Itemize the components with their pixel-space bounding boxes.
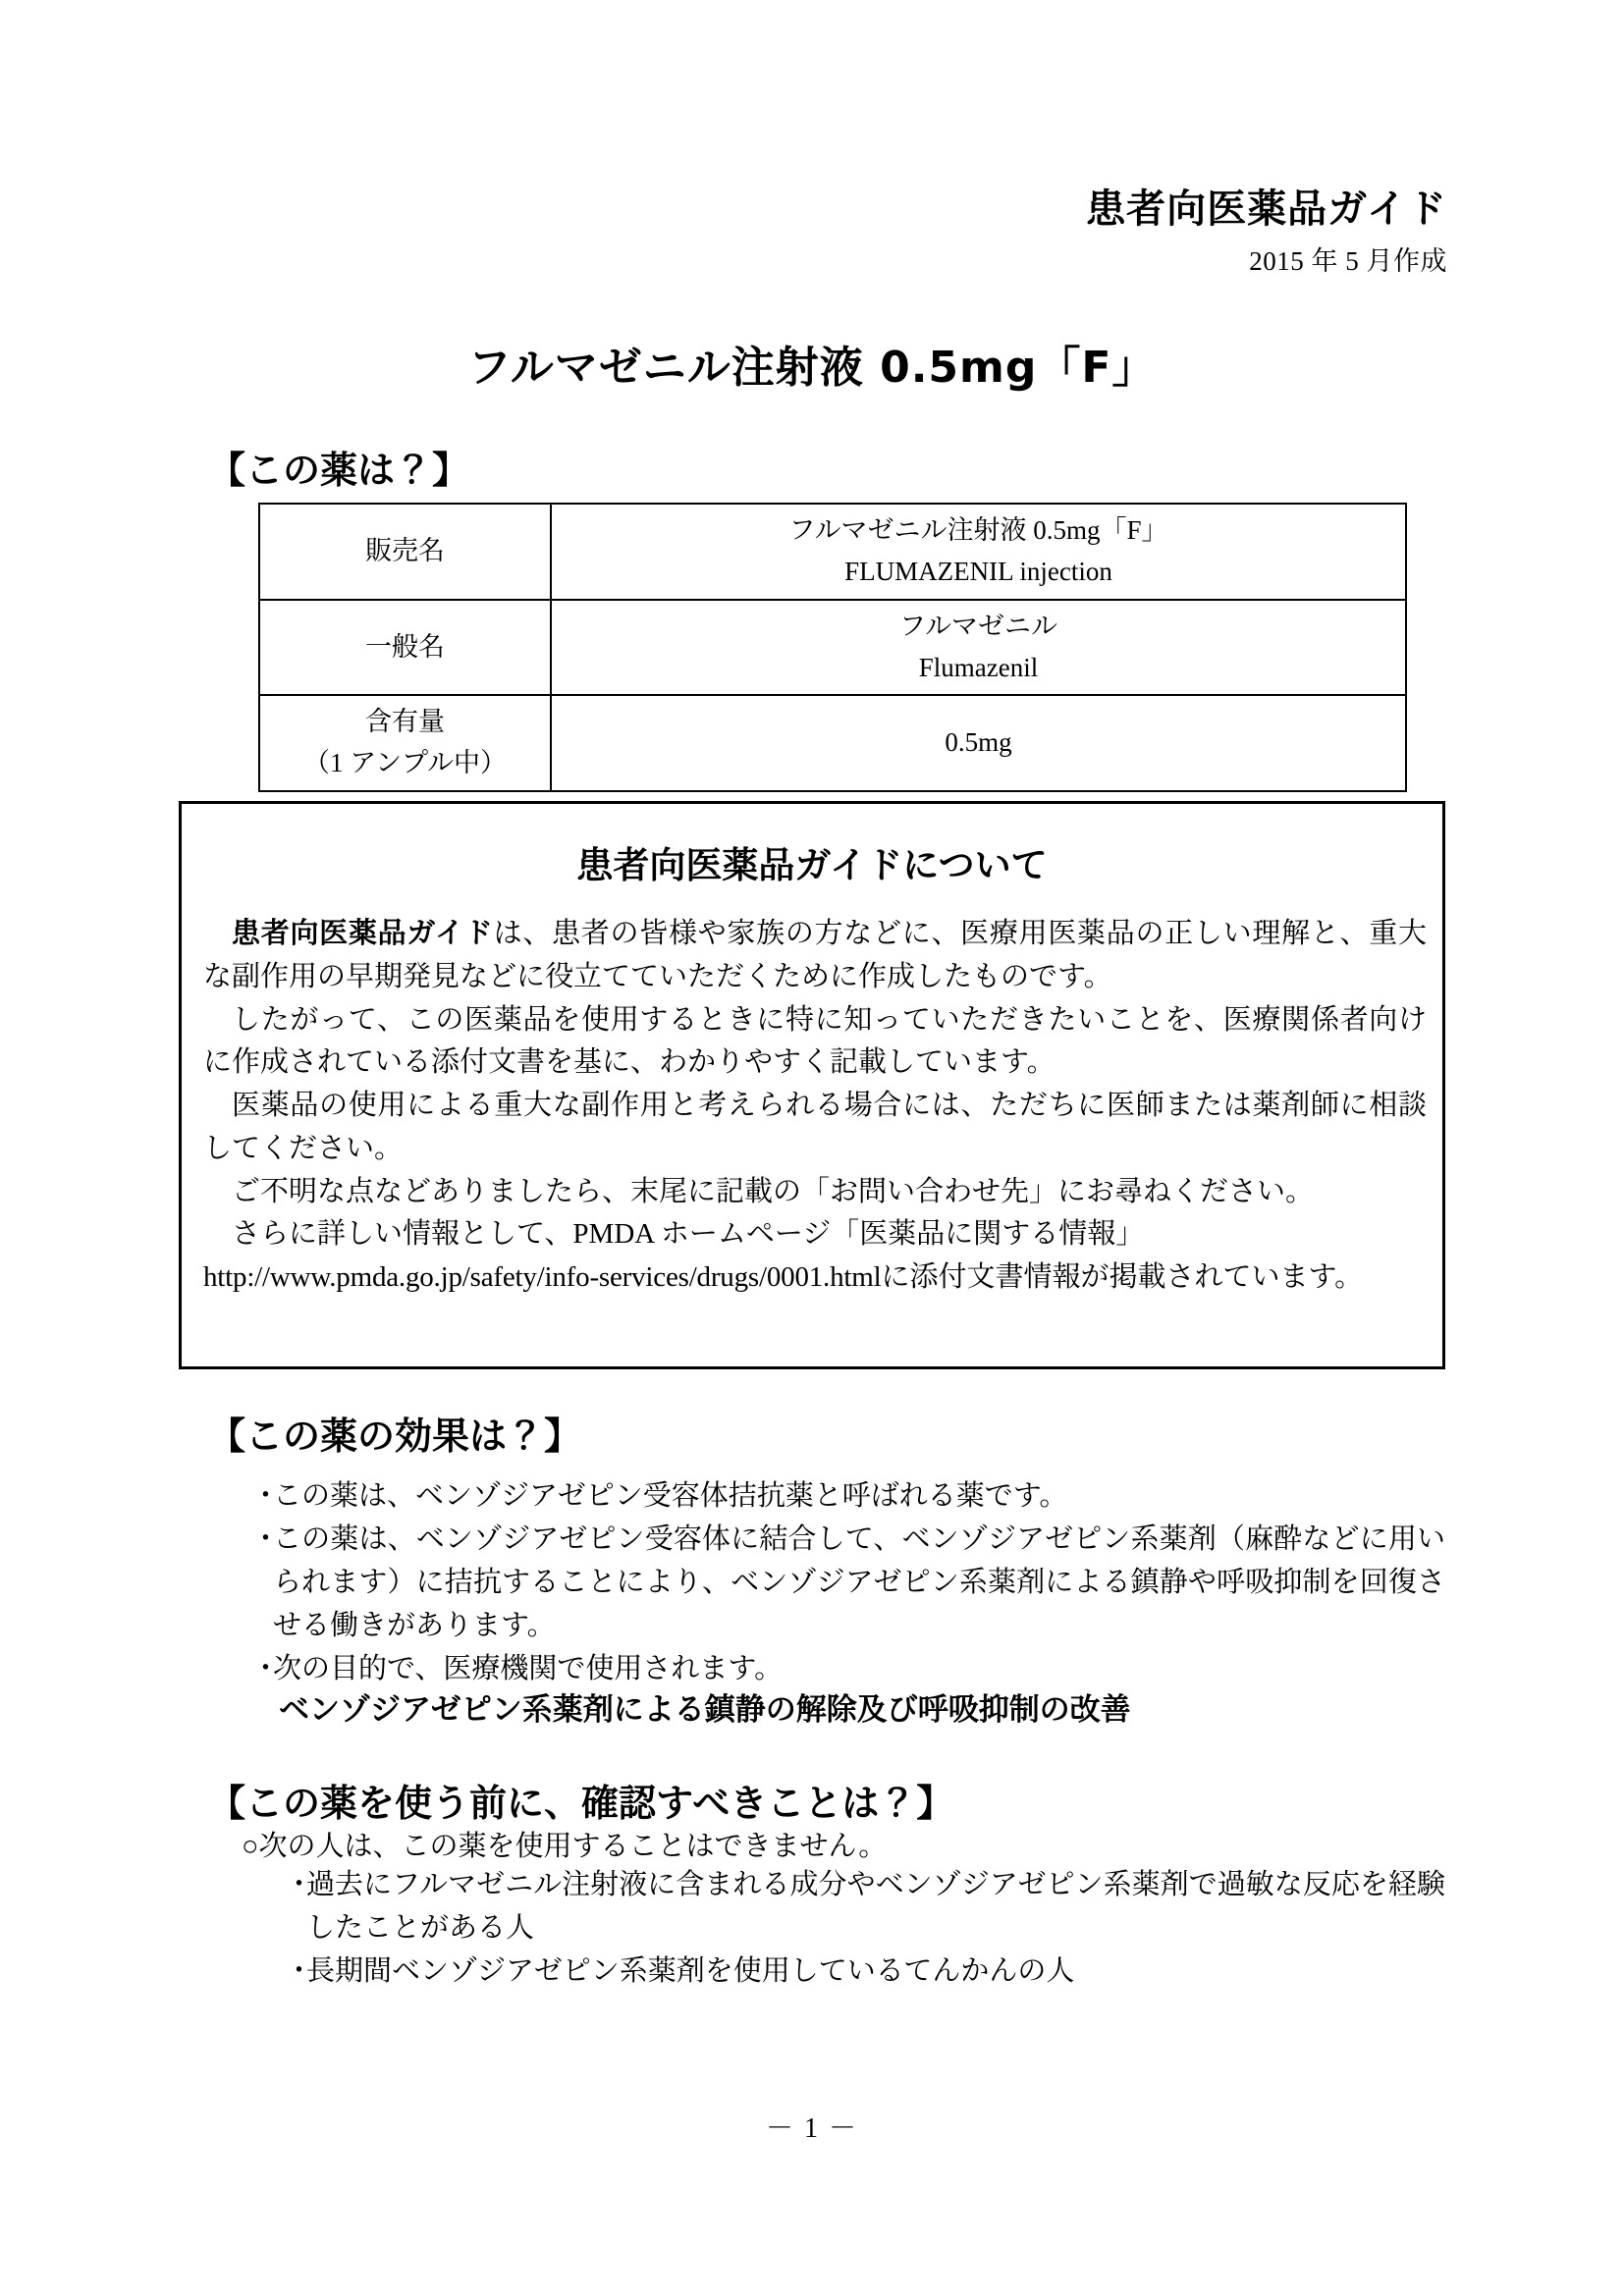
info-box-body xyxy=(203,912,1427,1300)
guide-label: 患者向医薬品ガイド xyxy=(1086,187,1447,232)
info-paragraph xyxy=(203,912,1427,999)
info-paragraph-url xyxy=(203,1256,1427,1300)
indication-statement: ベンゾジアゼピン系薬剤による鎮静の解除及び呼吸抑制の改善 xyxy=(279,1692,1131,1728)
product-info-table xyxy=(258,503,1407,792)
section-heading-about: 【この薬は？】 xyxy=(208,449,470,492)
info-box-title: 患者向医薬品ガイドについて xyxy=(576,844,1048,886)
table-cell-label: 一般名 xyxy=(259,600,551,696)
info-paragraph-text: に添付文書情報が掲載されています。 xyxy=(881,1261,1364,1294)
table-cell-label: 販売名 xyxy=(259,504,551,600)
label-line: 含有量 xyxy=(365,707,445,737)
bullet-point-icon: ・ xyxy=(285,1869,314,1900)
list-item-text: この薬は、ベンゾジアゼピン受容体拮抗薬と呼ばれる薬です。 xyxy=(273,1480,1068,1512)
list-item xyxy=(285,1949,1445,1993)
pmda-url: http://www.pmda.go.jp/safety/info-services/drugs/0001.html xyxy=(203,1261,882,1294)
list-item xyxy=(251,1518,1445,1647)
table-cell-value xyxy=(551,504,1406,600)
info-bold-term: 患者向医薬品ガイド xyxy=(232,916,494,949)
list-item-text: 長期間ベンゾジアゼピン系薬剤を使用しているてんかんの人 xyxy=(306,1955,1075,1988)
info-paragraph-text: は、患者の皆様や家族の方などに、医療用医薬品の正しい理解と、重大な副作用の早期発見などに役立てていただくために作成したものです。 xyxy=(203,918,1427,992)
list-item xyxy=(251,1474,1445,1518)
section-heading-before: 【この薬を使う前に、確認すべきことは？】 xyxy=(208,1782,954,1825)
info-paragraph: したがって、この医薬品を使用するときに特に知っていただきたいことを、医療関係者向けに作成されている添付文書を基に、わかりやすく記載しています。 xyxy=(203,1003,1427,1079)
creation-date: 2015 年 5 月作成 xyxy=(1249,246,1447,276)
page-number-footer: － 1 － xyxy=(765,2113,858,2144)
list-item xyxy=(285,1863,1445,1949)
table-cell-label xyxy=(259,695,551,791)
table-row xyxy=(259,600,1406,696)
table-row xyxy=(259,504,1406,600)
document-header xyxy=(177,187,1447,278)
effect-bullet-list xyxy=(251,1474,1445,1690)
value-line: FLUMAZENIL injection xyxy=(844,556,1112,586)
table-row xyxy=(259,695,1406,791)
list-item-text: この薬は、ベンゾジアゼピン受容体に結合して、ベンゾジアゼピン系薬剤（麻酔などに用いられます）に拮抗することにより、ベンゾジアゼピン系薬剤による鎮静や呼吸抑制を回復させる働きがあります。 xyxy=(273,1523,1445,1642)
value-line: フルマゼニル xyxy=(899,611,1057,641)
list-item-text: 次の目的で、医療機関で使用されます。 xyxy=(273,1653,784,1685)
label-line: （1 アンプル中） xyxy=(302,748,508,778)
bullet-point-icon: ・ xyxy=(251,1523,281,1556)
info-paragraph: さらに詳しい情報として、PMDA ホームページ「医薬品に関する情報」 xyxy=(232,1218,1145,1251)
contraindication-bullet-list xyxy=(285,1863,1445,1993)
value-line: フルマゼニル注射液 0.5mg「F」 xyxy=(788,515,1168,545)
info-paragraph: 医薬品の使用による重大な副作用と考えられる場合には、ただちに医師または薬剤師に相談してください。 xyxy=(203,1090,1427,1164)
page-title: フルマゼニル注射液 0.5mg「F」 xyxy=(467,343,1157,393)
bullet-point-icon: ・ xyxy=(251,1480,281,1512)
list-item-text: 過去にフルマゼニル注射液に含まれる成分やベンゾジアゼピン系薬剤で過敏な反応を経験したことがある人 xyxy=(306,1869,1445,1945)
bullet-point-icon: ・ xyxy=(285,1955,314,1988)
contraindication-lead: ○次の人は、この薬を使用することはできません。 xyxy=(242,1831,888,1862)
table-cell-value: 0.5mg xyxy=(551,695,1406,791)
table-cell-value xyxy=(551,600,1406,696)
guide-info-box xyxy=(179,801,1445,1369)
info-paragraph: ご不明な点などありましたら、末尾に記載の「お問い合わせ先」にお尋ねください。 xyxy=(232,1175,1315,1207)
section-heading-effect: 【この薬の効果は？】 xyxy=(208,1415,582,1458)
value-line: Flumazenil xyxy=(918,652,1039,682)
bullet-point-icon: ・ xyxy=(251,1653,281,1685)
